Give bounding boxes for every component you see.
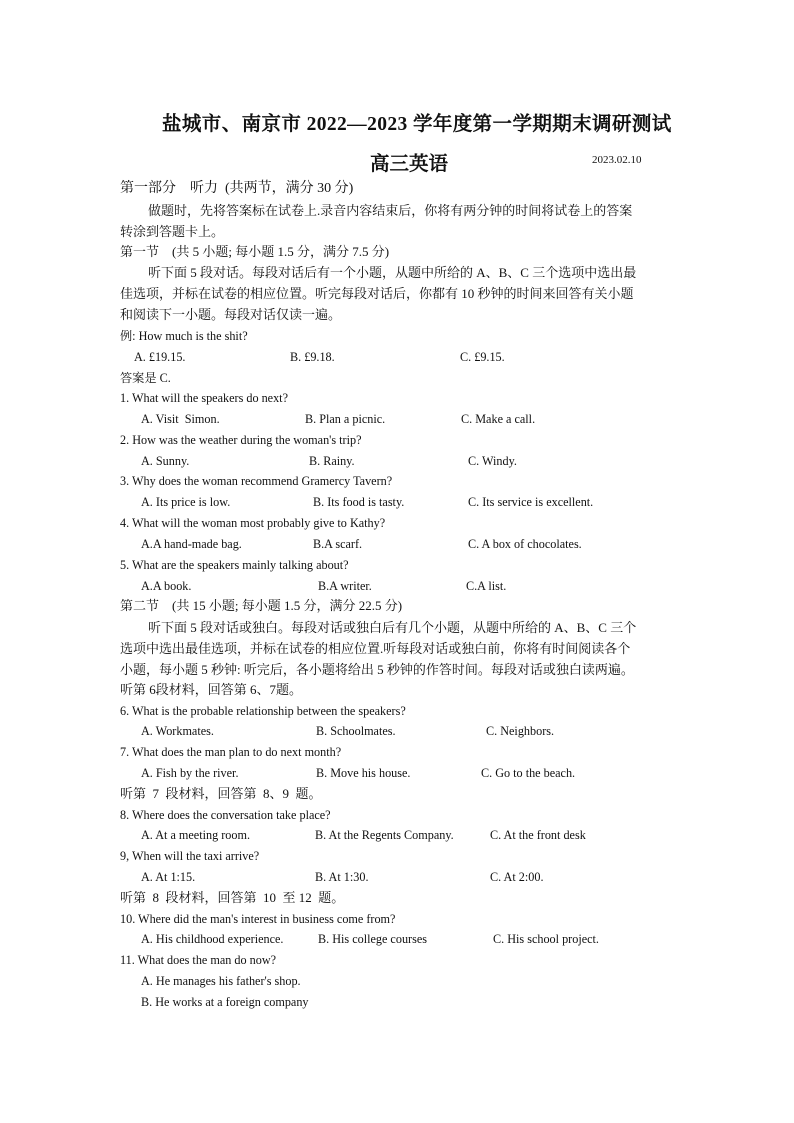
example-question: 例: How much is the shit?: [120, 329, 248, 343]
question-4-option-a: A.A hand-made bag.: [141, 537, 242, 551]
example-option-c: C. £9.15.: [460, 350, 505, 364]
question-9: 9, When will the taxi arrive?: [120, 849, 260, 863]
section1-instruction-line: 听下面 5 段对话。每段对话后有一个小题，从题中所给的 A、B、C 三个选项中选出最: [148, 265, 637, 280]
question-10-option-a: A. His childhood experience.: [141, 932, 284, 946]
example-option-a: A. £19.15.: [134, 350, 186, 364]
question-2-option-b: B. Rainy.: [309, 454, 355, 468]
example-option-b: B. £9.18.: [290, 350, 335, 364]
example-answer: 答案是 C.: [120, 371, 171, 385]
question-7-option-b: B. Move his house.: [316, 766, 411, 780]
question-1-option-b: B. Plan a picnic.: [305, 412, 386, 426]
material-7-instruction: 听第 7 段材料，回答第 8、9 题。: [120, 786, 322, 801]
question-4-option-b: B.A scarf.: [313, 537, 363, 551]
question-8-option-c: C. At the front desk: [490, 828, 586, 842]
question-5-option-b: B.A writer.: [318, 579, 372, 593]
exam-date: 2023.02.10: [592, 154, 642, 166]
section2-instruction-line: 选项中选出最佳选项，并标在试卷的相应位置.听每段对话或独白前，你将有时间阅读各个: [120, 641, 631, 656]
question-2-option-c: C. Windy.: [468, 454, 517, 468]
exam-title: 盐城市、南京市 2022—2023 学年度第一学期期末调研测试: [162, 114, 672, 135]
question-7-option-a: A. Fish by the river.: [141, 766, 239, 780]
question-10: 10. Where did the man's interest in business come from?: [120, 912, 396, 926]
question-5-option-a: A.A book.: [141, 579, 192, 593]
question-8: 8. Where does the conversation take place?: [120, 808, 331, 822]
exam-subtitle: 高三英语: [370, 154, 449, 175]
question-10-option-c: C. His school project.: [493, 932, 599, 946]
part1-heading: 第一部分 听力 (共两节，满分 30 分): [120, 181, 354, 196]
material-6-instruction: 听第 6段材料，回答第 6、7题。: [120, 682, 303, 697]
question-11-option-b: B. He works at a foreign company: [141, 995, 309, 1009]
question-7: 7. What does the man plan to do next month?: [120, 745, 342, 759]
question-6-option-a: A. Workmates.: [141, 724, 214, 738]
question-10-option-b: B. His college courses: [318, 932, 427, 946]
question-4: 4. What will the woman most probably give to Kathy?: [120, 516, 386, 530]
section2-instruction-line: 小题，每小题 5 秒钟: 听完后，各小题将给出 5 秒钟的作答时间。每段对话或独白读两遍。: [120, 662, 634, 677]
question-1-option-c: C. Make a call.: [461, 412, 536, 426]
material-8-instruction: 听第 8 段材料，回答第 10 至 12 题。: [120, 890, 345, 905]
question-6-option-b: B. Schoolmates.: [316, 724, 396, 738]
question-5: 5. What are the speakers mainly talking about?: [120, 558, 349, 572]
part1-instruction-line: 做题时，先将答案标在试卷上.录音内容结束后，你将有两分钟的时间将试卷上的答案: [148, 203, 633, 218]
section1-instruction-line: 佳选项，并标在试卷的相应位置。听完每段对话后，你都有 10 秒钟的时间来回答有关小题: [120, 286, 634, 301]
question-11: 11. What does the man do now?: [120, 953, 277, 967]
question-1-option-a: A. Visit Simon.: [141, 412, 220, 426]
question-6: 6. What is the probable relationship between the speakers?: [120, 704, 406, 718]
question-3-option-c: C. Its service is excellent.: [468, 495, 594, 509]
question-3-option-b: B. Its food is tasty.: [313, 495, 405, 509]
section1-heading: 第一节 (共 5 小题; 每小题 1.5 分，满分 7.5 分): [120, 244, 390, 259]
question-4-option-c: C. A box of chocolates.: [468, 537, 582, 551]
question-9-option-c: C. At 2:00.: [490, 870, 544, 884]
question-8-option-a: A. At a meeting room.: [141, 828, 250, 842]
question-6-option-c: C. Neighbors.: [486, 724, 555, 738]
question-2-option-a: A. Sunny.: [141, 454, 190, 468]
question-2: 2. How was the weather during the woman's trip?: [120, 433, 362, 447]
question-3: 3. Why does the woman recommend Gramercy Tavern?: [120, 474, 393, 488]
question-8-option-b: B. At the Regents Company.: [315, 828, 454, 842]
section2-heading: 第二节 (共 15 小题; 每小题 1.5 分，满分 22.5 分): [120, 598, 403, 613]
part1-instruction-line: 转涂到答题卡上。: [120, 224, 225, 239]
question-9-option-a: A. At 1:15.: [141, 870, 196, 884]
question-3-option-a: A. Its price is low.: [141, 495, 231, 509]
question-5-option-c: C.A list.: [466, 579, 507, 593]
question-9-option-b: B. At 1:30.: [315, 870, 369, 884]
section1-instruction-line: 和阅读下一小题。每段对话仅读一遍。: [120, 307, 342, 322]
question-7-option-c: C. Go to the beach.: [481, 766, 576, 780]
question-11-option-a: A. He manages his father's shop.: [141, 974, 301, 988]
question-1: 1. What will the speakers do next?: [120, 391, 288, 405]
section2-instruction-line: 听下面 5 段对话或独白。每段对话或独白后有几个小题，从题中所给的 A、B、C 三个: [148, 620, 637, 635]
